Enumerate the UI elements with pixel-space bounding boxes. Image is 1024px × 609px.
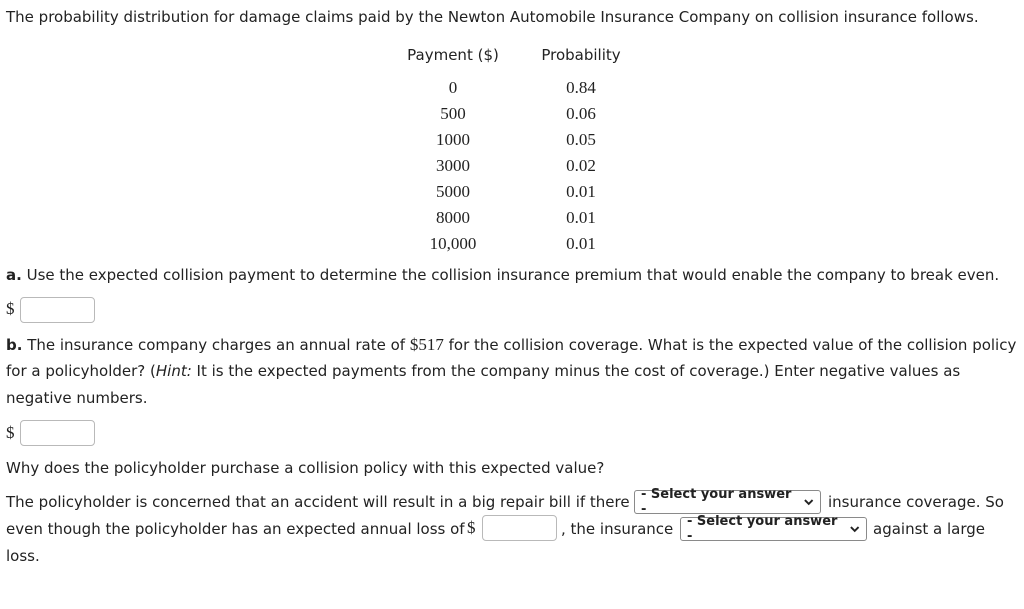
select-answer-1[interactable] — [634, 487, 821, 517]
chevron-down-icon — [803, 496, 814, 508]
part-b-label: b. — [6, 336, 23, 354]
part-b-line2-pre: for a policyholder? ( — [6, 362, 156, 380]
cell-probability: 0.84 — [566, 78, 596, 97]
header-probability: Probability — [541, 46, 621, 64]
part-a-answer-input[interactable] — [20, 297, 95, 323]
part-a-text: Use the expected collision payment to determine the collision insurance premium that would enable the company to break even. — [21, 266, 1000, 284]
part-a-question — [6, 266, 999, 284]
part-b-text2: for the collision coverage. What is the expected value of the collision policy — [443, 336, 1017, 354]
cell-payment: 1000 — [436, 130, 470, 149]
cell-payment: 8000 — [436, 208, 470, 227]
cell-payment: 500 — [440, 104, 466, 123]
part-b-question-line2 — [6, 362, 960, 380]
cell-payment: 0 — [448, 78, 458, 97]
part-a-label: a. — [6, 266, 22, 284]
header-payment: Payment ($) — [407, 46, 499, 64]
cell-probability: 0.01 — [566, 182, 596, 201]
why-sentence2-pre: even though the policyholder has an expected annual loss of — [6, 520, 465, 538]
part-a-currency: $ — [6, 299, 15, 318]
part-b-question-line1 — [6, 335, 1016, 355]
cell-probability: 0.01 — [566, 234, 596, 253]
why-sentence3: loss. — [6, 547, 40, 565]
why-sentence1-post: insurance coverage. So — [828, 493, 1004, 511]
loss-answer-input[interactable] — [482, 515, 557, 541]
select-answer-1-label: - Select your answer - — [641, 487, 792, 517]
cell-payment: 3000 — [436, 156, 470, 175]
part-b-answer-input[interactable] — [20, 420, 95, 446]
cell-payment: 10,000 — [429, 234, 477, 253]
select-answer-2[interactable] — [680, 514, 867, 544]
part-b-question-line3: negative numbers. — [6, 389, 148, 407]
cell-probability: 0.01 — [566, 208, 596, 227]
why-sentence2-mid: , the insurance — [561, 520, 674, 538]
part-b-hint-label: Hint: — [155, 362, 192, 380]
part-b-rate: $517 — [409, 335, 444, 354]
why-sentence1-pre: The policyholder is concerned that an accident will result in a big repair bill if there — [6, 493, 630, 511]
chevron-down-icon — [849, 523, 860, 535]
part-b-currency: $ — [6, 423, 15, 442]
intro-text: The probability distribution for damage claims paid by the Newton Automobile Insurance Company on collision insurance follows. — [6, 8, 979, 26]
part-b-text1: The insurance company charges an annual rate of — [22, 336, 410, 354]
cell-probability: 0.06 — [566, 104, 596, 123]
why-question: Why does the policyholder purchase a collision policy with this expected value? — [6, 459, 605, 477]
cell-payment: 5000 — [436, 182, 470, 201]
loss-currency: $ — [467, 518, 476, 537]
cell-probability: 0.05 — [566, 130, 596, 149]
select-answer-2-label: - Select your answer - — [687, 514, 838, 544]
part-b-line2-post: It is the expected payments from the company minus the cost of coverage.) Enter negative values as — [191, 362, 961, 380]
cell-probability: 0.02 — [566, 156, 596, 175]
why-sentence2-post: against a large — [873, 520, 986, 538]
